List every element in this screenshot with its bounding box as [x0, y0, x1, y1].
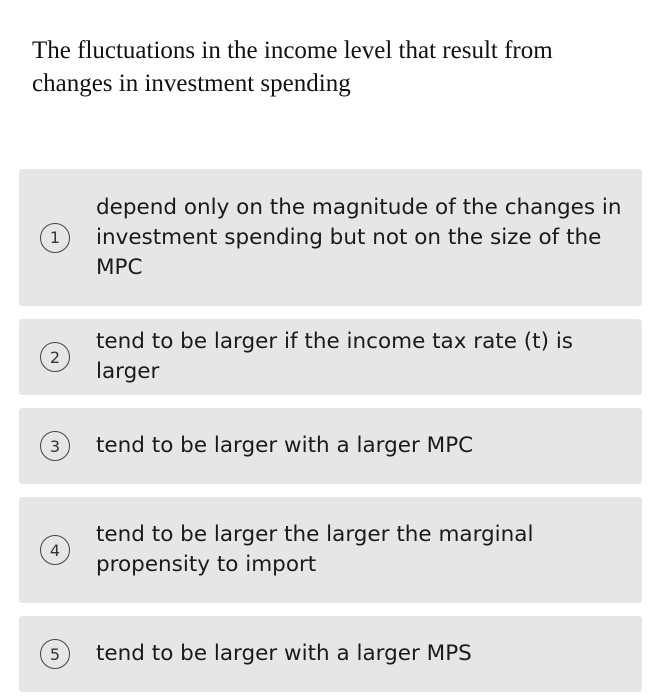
option-number-badge: 4	[40, 535, 70, 565]
option-label: tend to be larger with a larger MPS	[96, 641, 472, 666]
answer-options	[19, 169, 642, 692]
answer-option-1[interactable]	[19, 169, 642, 306]
option-label: tend to be larger with a larger MPC	[96, 433, 474, 458]
answer-option-2[interactable]	[19, 319, 642, 395]
option-number-badge: 5	[40, 639, 70, 669]
option-label: depend only on the magnitude of the changes in investment spending but not on the size of the MPC	[96, 194, 622, 280]
option-number-badge: 3	[40, 431, 70, 461]
answer-option-4[interactable]	[19, 497, 642, 603]
answer-option-5[interactable]	[19, 616, 642, 692]
option-label: tend to be larger the larger the marginal propensity to import	[96, 522, 534, 577]
option-number-badge: 2	[40, 342, 70, 372]
question-text: The fluctuations in the income level that result from changes in investment spending	[32, 37, 553, 97]
option-number-badge: 1	[40, 223, 70, 253]
option-label: tend to be larger if the income tax rate (t) is larger	[96, 329, 574, 384]
answer-option-3[interactable]	[19, 408, 642, 484]
